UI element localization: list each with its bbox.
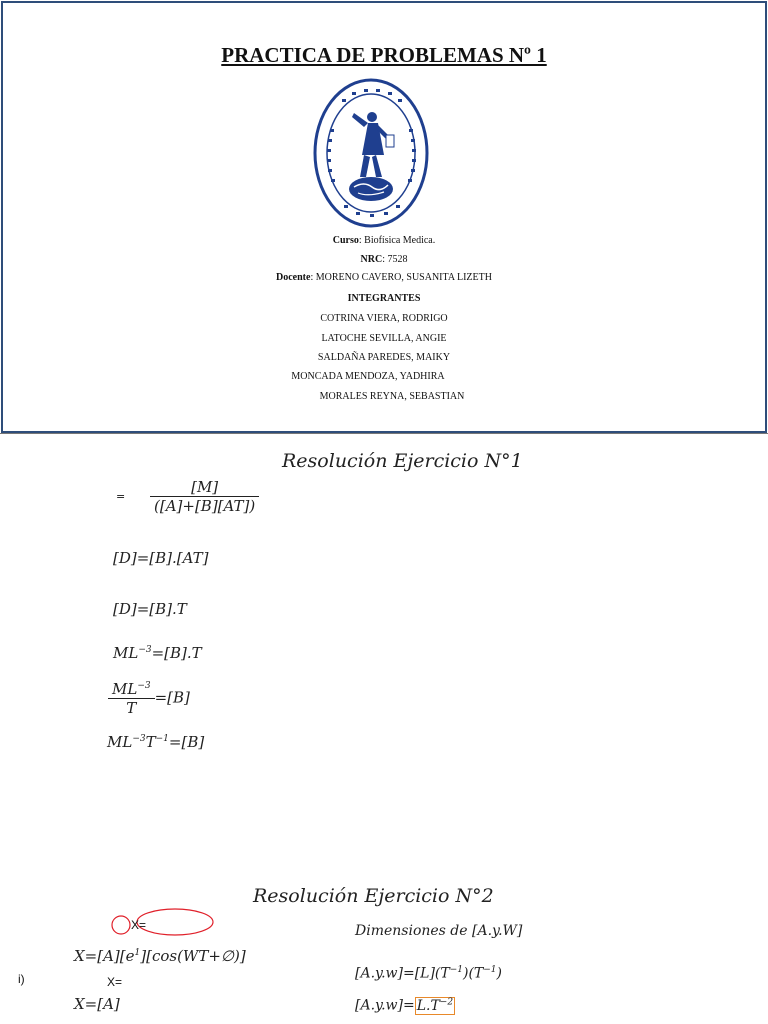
dims-eq1-end: ) <box>496 965 503 982</box>
cover-page <box>1 1 767 433</box>
exercise1-fraction-eq <box>116 478 259 515</box>
university-seal <box>312 77 430 234</box>
fraction <box>108 680 155 717</box>
member-item: MONCADA MENDOZA, YADHIRA <box>291 371 445 382</box>
dims-eq1-exp2: −1 <box>483 965 497 975</box>
exercise1-line5 <box>107 733 204 751</box>
line5-a: ML <box>107 733 133 751</box>
teacher-line <box>3 272 765 284</box>
dims-eq1-exp1: −1 <box>449 965 463 975</box>
line3-exp: −3 <box>138 645 152 655</box>
page-divider <box>0 433 768 434</box>
part-i-label: i) <box>18 972 25 986</box>
dims-eq2-exp: −2 <box>439 997 454 1007</box>
highlight-box <box>415 997 455 1015</box>
exercise1-line2: [D]=[B].T <box>113 600 187 618</box>
line4-rest: =[B] <box>154 688 190 707</box>
line5-b-exp: −1 <box>155 734 169 744</box>
members-heading: INTEGRANTES <box>347 293 421 304</box>
exercise1-line3 <box>113 644 202 662</box>
dimensions-heading: Dimensiones de [A.y.W] <box>355 923 523 939</box>
line3-base: ML <box>113 644 139 662</box>
course-line <box>3 235 765 247</box>
dims-eq1-start: [A.y.w]=[L](T <box>355 965 450 982</box>
line5-a-exp: −3 <box>132 734 146 744</box>
exercise1-line4 <box>108 680 190 717</box>
member-item: LATOCHE SEVILLA, ANGIE <box>321 333 447 344</box>
eq1-end: ][cos(WT+∅)] <box>140 947 246 965</box>
fraction-denominator: ([A]+[B][AT]) <box>154 497 256 515</box>
exercise1-line1: [D]=[B].[AT] <box>113 549 209 567</box>
teacher-label: Docente <box>276 272 311 283</box>
annotation-ellipses <box>108 906 218 938</box>
line5-rest: =[B] <box>168 733 205 751</box>
fraction <box>150 478 259 515</box>
eq1-exp: 1 <box>134 948 141 958</box>
line4-num-base: ML <box>112 680 138 698</box>
line5-b: T <box>145 733 156 751</box>
course-value: : Biofísica Medica. <box>358 235 436 246</box>
line3-rest: =[B].T <box>151 644 202 662</box>
member-item: MORALES REYNA, SEBASTIAN <box>319 391 465 402</box>
course-label: Curso <box>332 235 359 246</box>
exercise2-eq1 <box>74 947 246 965</box>
document-title: PRACTICA DE PROBLEMAS Nº 1 <box>221 43 547 67</box>
nrc-line <box>3 254 765 266</box>
dims-eq1-mid: )(T <box>463 965 484 982</box>
line4-num-exp: −3 <box>137 681 151 691</box>
fraction-denominator: T <box>126 699 137 717</box>
dims-eq2-boxed: L.T <box>416 997 440 1014</box>
dims-eq2-start: [A.y.w]= <box>355 997 415 1014</box>
dimensions-eq1 <box>355 965 502 982</box>
member-item: COTRINA VIERA, RODRIGO <box>320 313 448 324</box>
eq-prefix: = <box>116 490 126 503</box>
x-label-top: X= <box>131 918 147 932</box>
exercise2-heading: Resolución Ejercicio N°2 <box>253 885 494 907</box>
dimensions-eq2 <box>355 997 455 1014</box>
fraction-numerator <box>108 680 155 698</box>
exercise1-heading: Resolución Ejercicio N°1 <box>282 450 523 472</box>
x-label-mid: X= <box>107 975 123 989</box>
eq1-start: X=[A][e <box>74 947 135 965</box>
fraction-numerator: [M] <box>191 478 219 496</box>
nrc-value: : 7528 <box>382 254 408 265</box>
nrc-label: NRC <box>360 254 383 265</box>
exercise2-eq2: X=[A] <box>74 995 120 1013</box>
teacher-value: : MORENO CAVERO, SUSANITA LIZETH <box>310 272 492 283</box>
member-item: SALDAÑA PAREDES, MAIKY <box>317 352 451 363</box>
